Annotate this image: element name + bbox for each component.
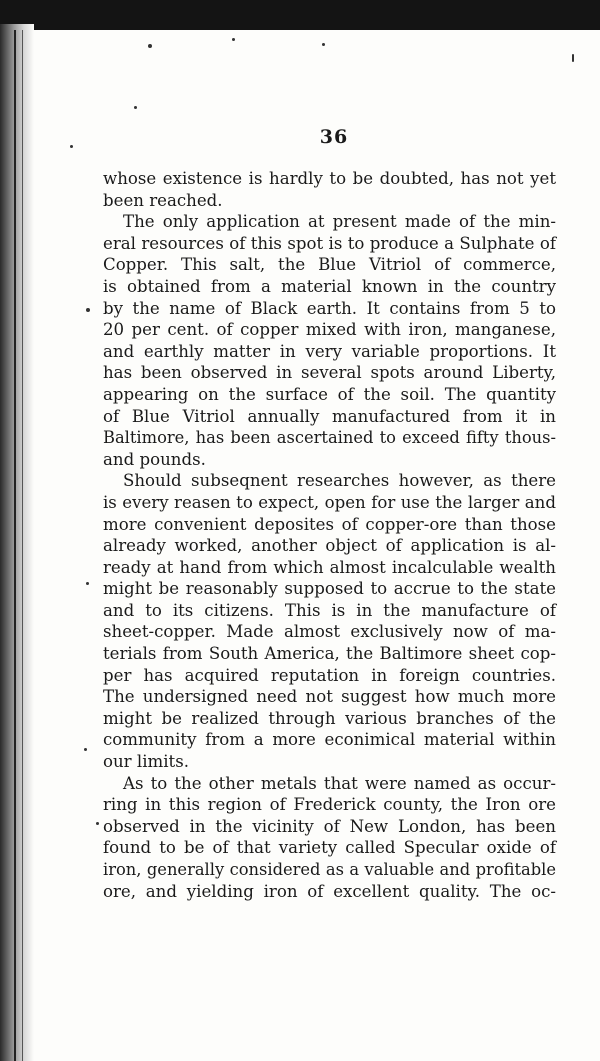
scan-speck	[86, 308, 90, 312]
gutter-edge-line	[14, 30, 16, 1061]
scan-speck	[84, 748, 87, 751]
scan-speck	[322, 43, 325, 46]
gutter-edge-line	[22, 30, 23, 1061]
scan-speck	[572, 54, 574, 62]
text-line: As to the other metals that were named as occur-	[123, 773, 556, 793]
text-line: more convenient deposites of copper-ore than those	[103, 514, 556, 534]
text-line: and to its citizens. This is in the manufacture of	[103, 600, 556, 620]
text-line: terials from South America, the Baltimore sheet cop-	[103, 644, 556, 664]
text-line: Baltimore, has been ascertained to exceed fifty thous-	[103, 428, 556, 448]
text-line: of Blue Vitriol annually manufactured from it in	[103, 406, 556, 426]
page-number: 36	[319, 126, 349, 148]
text-line: already worked, another object of application is al-	[103, 536, 556, 556]
text-line: eral resources of this spot is to produce a Sulphate of	[103, 233, 556, 253]
text-line: The undersigned need not suggest how much more	[103, 687, 556, 707]
scan-speck	[148, 44, 152, 48]
text-line: Should subseqnent researches however, as there	[123, 471, 556, 491]
text-line: sheet-copper. Made almost exclusively now of ma-	[103, 622, 556, 642]
text-line: is every reasen to expect, open for use the larger and	[103, 492, 556, 512]
text-line: been reached.	[103, 190, 223, 210]
text-line: appearing on the surface of the soil. The quantity	[103, 384, 556, 404]
text-line: per has acquired reputation in foreign countries.	[103, 665, 556, 685]
text-line: 20 per cent. of copper mixed with iron, manganese,	[103, 320, 556, 340]
text-line: is obtained from a material known in the country	[103, 276, 556, 296]
text-line: our limits.	[103, 752, 189, 772]
text-line: might be reasonably supposed to accrue to the state	[103, 579, 556, 599]
scan-speck	[86, 582, 89, 585]
text-line: Copper. This salt, the Blue Vitriol of commerce,	[103, 255, 556, 275]
book-gutter-shadow	[0, 24, 34, 1061]
text-line: ore, and yielding iron of excellent quality. The oc-	[103, 881, 556, 901]
scan-speck	[96, 822, 99, 825]
scan-speck	[134, 106, 137, 109]
text-line: observed in the vicinity of New London, has been	[103, 816, 556, 836]
text-line: has been observed in several spots around Liberty,	[103, 363, 556, 383]
text-line: whose existence is hardly to be doubted, has not yet	[103, 169, 556, 188]
text-line: found to be of that variety called Specular oxide of	[103, 838, 556, 858]
text-line: and earthly matter in very variable proportions. It	[103, 341, 556, 361]
text-line: iron, generally considered as a valuable and profitable	[103, 860, 556, 879]
text-line: ready at hand from which almost incalculable wealth	[103, 557, 556, 577]
scan-speck	[232, 38, 235, 41]
text-line: ring in this region of Frederick county, the Iron ore	[103, 795, 556, 815]
text-line: by the name of Black earth. It contains from 5 to	[103, 298, 556, 318]
body-text	[103, 168, 556, 902]
text-line: community from a more econimical material within	[103, 730, 556, 750]
text-line: and pounds.	[103, 449, 206, 469]
text-line: The only application at present made of the min-	[123, 212, 556, 232]
text-line: might be realized through various branches of the	[103, 708, 556, 728]
scan-top-border	[0, 0, 600, 30]
